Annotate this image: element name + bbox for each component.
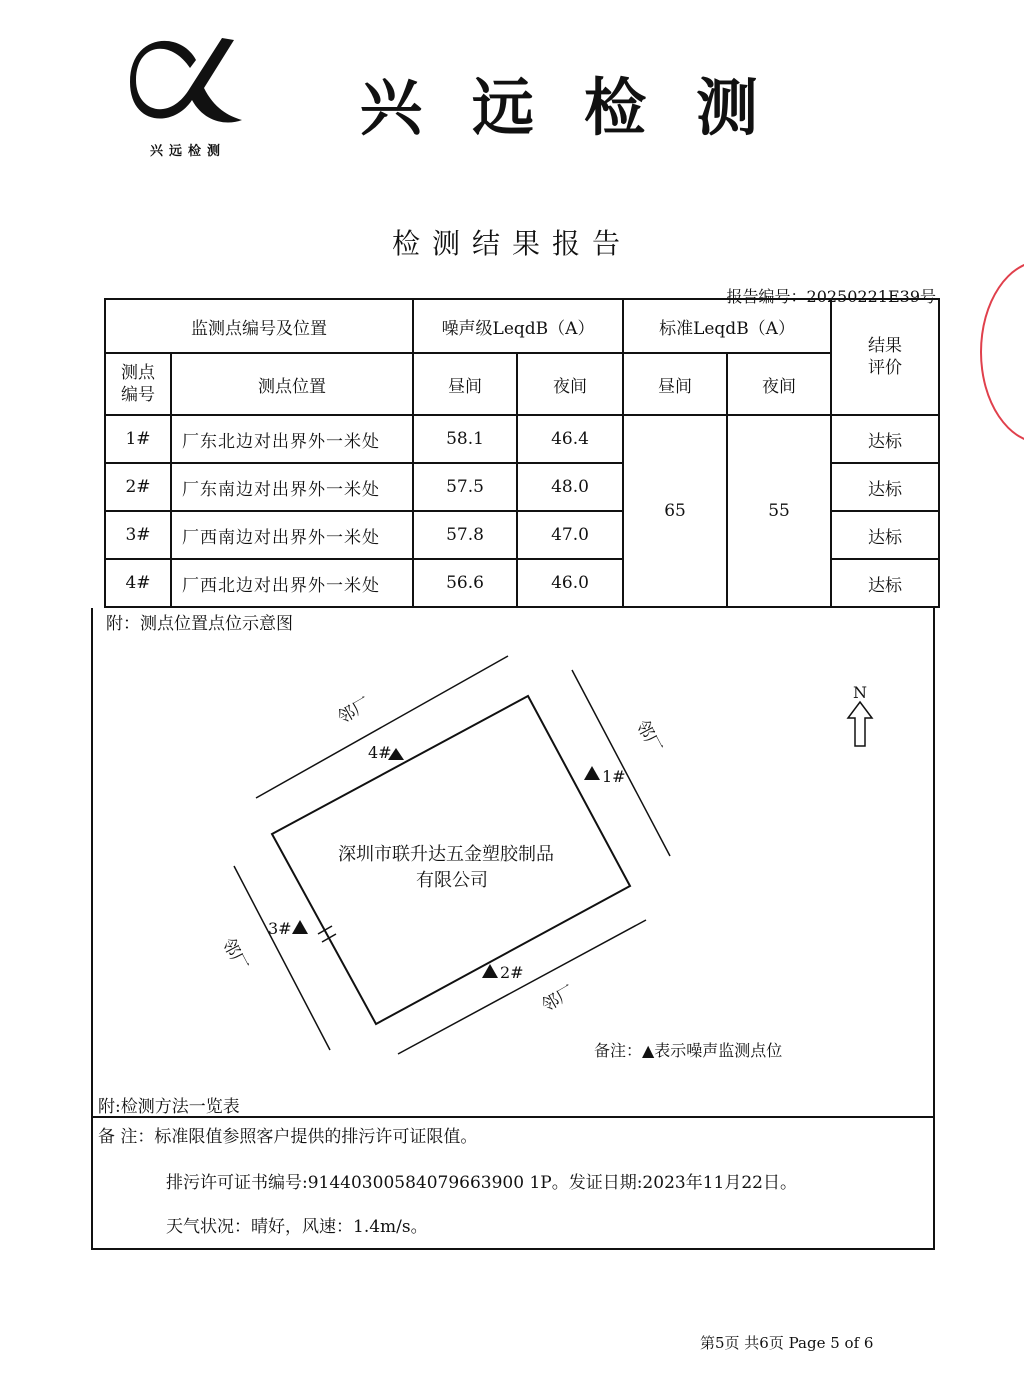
remarks	[98, 1126, 797, 1238]
result-evaluation: 达标	[831, 415, 939, 463]
results-table	[104, 298, 940, 608]
point-id: 4#	[105, 559, 171, 607]
header-position: 测点位置	[171, 353, 413, 415]
stamp-icon	[980, 260, 1024, 444]
company-name-line1: 深圳市联升达五金塑胶制品	[338, 844, 554, 865]
neighbor-label-se: 邻厂	[538, 982, 578, 1017]
page-title: 检测结果报告	[391, 227, 632, 260]
annex-diagram-label: 附：测点位置点位示意图	[106, 614, 293, 634]
remark-weather: 天气状况：晴好，风速：1.4m/s。	[166, 1217, 428, 1237]
header-noise-day: 昼间	[413, 353, 517, 415]
header-standard-night: 夜间	[727, 353, 831, 415]
result-evaluation: 达标	[831, 559, 939, 607]
noise-day: 57.8	[413, 511, 517, 559]
triangle-marker-icon	[292, 920, 308, 934]
result-evaluation: 达标	[831, 463, 939, 511]
point-id: 2#	[105, 463, 171, 511]
annex-methods-label: 附:检测方法一览表	[98, 1097, 240, 1117]
neighbor-label-sw: 邻厂	[217, 934, 252, 975]
header-location-group: 监测点编号及位置	[105, 299, 413, 353]
neighbor-label-ne: 邻厂	[631, 716, 666, 757]
point-id: 3#	[105, 511, 171, 559]
point-2-label: 2#	[500, 963, 524, 982]
point-4-label: 4#	[368, 743, 392, 762]
noise-day: 57.5	[413, 463, 517, 511]
header-point-no: 测点编号	[105, 353, 171, 415]
neighbor-label-nw: 邻厂	[334, 694, 374, 729]
point-position: 厂西北边对出界外一米处	[171, 559, 413, 607]
remark-standard-limit: 备 注：标准限值参照客户提供的排污许可证限值。	[98, 1127, 478, 1147]
xingyuan-logo-icon	[130, 30, 248, 130]
triangle-marker-icon	[584, 766, 600, 780]
noise-day: 58.1	[413, 415, 517, 463]
noise-day: 56.6	[413, 559, 517, 607]
point-id: 1#	[105, 415, 171, 463]
point-position: 厂东南边对出界外一米处	[171, 463, 413, 511]
divider	[91, 1116, 933, 1118]
table-row	[105, 415, 939, 463]
result-evaluation: 达标	[831, 511, 939, 559]
point-position: 厂西南边对出界外一米处	[171, 511, 413, 559]
header-standard-day: 昼间	[623, 353, 727, 415]
north-arrow-icon	[848, 702, 872, 746]
noise-night: 46.4	[517, 415, 623, 463]
standard-day-value: 65	[623, 415, 727, 607]
point-position: 厂东北边对出界外一米处	[171, 415, 413, 463]
header-noise-night: 夜间	[517, 353, 623, 415]
company-name-line2: 有限公司	[416, 870, 488, 891]
header-noise-group: 噪声级LeqdB（A）	[413, 299, 623, 353]
report-number: 报告编号：20250221E39号	[726, 287, 936, 306]
remark-permit: 排污许可证书编号:91440300584079663900 1P。发证日期:2023年11月22日。	[166, 1173, 797, 1193]
header-result: 结果评价	[831, 299, 939, 415]
page-footer: 第5页 共6页 Page 5 of 6	[700, 1334, 874, 1352]
company-name: 兴远检测	[360, 71, 809, 144]
noise-night: 46.0	[517, 559, 623, 607]
header-standard-group: 标准LeqdB（A）	[623, 299, 831, 353]
point-3-label: 3#	[268, 919, 292, 938]
logo-caption: 兴远检测	[149, 144, 226, 159]
noise-night: 47.0	[517, 511, 623, 559]
north-label: N	[853, 683, 867, 702]
point-1-label: 1#	[602, 767, 626, 786]
noise-night: 48.0	[517, 463, 623, 511]
site-diagram	[200, 650, 920, 1080]
diagram-legend: 备注：▲表示噪声监测点位	[594, 1041, 783, 1060]
standard-night-value: 55	[727, 415, 831, 607]
